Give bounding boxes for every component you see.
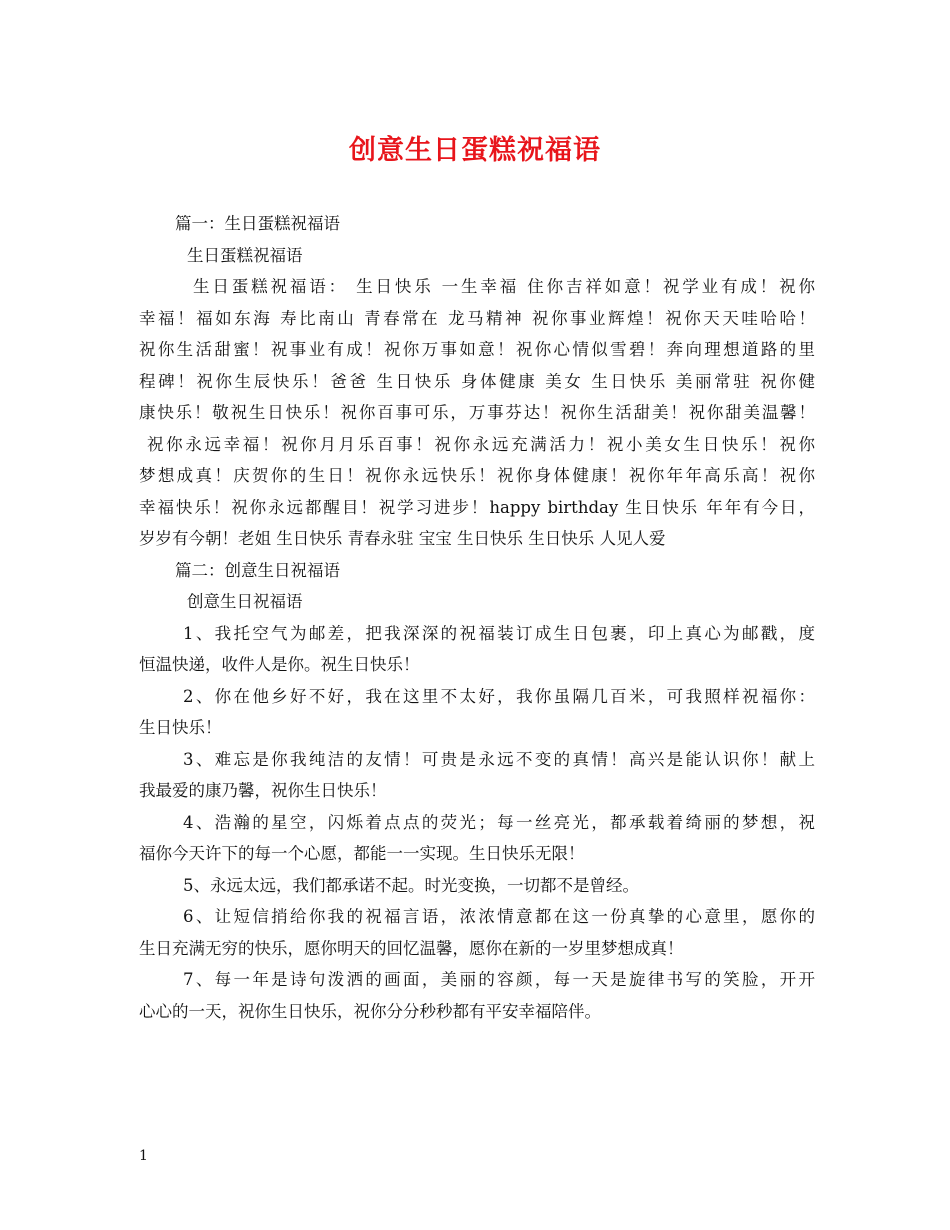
wish-item-6-rest: 生日充满无穷的快乐，愿你明天的回忆温馨，愿你在新的一岁里梦想成真！ xyxy=(139,938,684,958)
wish-item-2-first-line: 2、你在他乡好不好，我在这里不太好，我你虽隔几百米，可我照样祝福你： xyxy=(183,686,815,706)
wish-item-6-first-line: 6、让短信捎给你我的祝福言语，浓浓情意都在这一份真挚的心意里，愿你的 xyxy=(183,907,815,926)
wish-item-4-rest: 福你今天许下的每一个心愿，都能一一实现。生日快乐无限！ xyxy=(139,844,585,863)
section1-line-5: 康快乐！敬祝生日快乐！祝你百事可乐，万事芬达！祝你生活甜美！祝你甜美温馨！ xyxy=(139,403,815,422)
wish-item-7-first-line: 7、每一年是诗句泼洒的画面，美丽的容颜，每一天是旋律书写的笑脸，开开 xyxy=(183,970,815,989)
section1-subheading: 生日蛋糕祝福语 xyxy=(187,245,303,265)
wish-item-5-line: 5、永远太远，我们都承诺不起。时光变换，一切都不是曾经。 xyxy=(183,875,639,895)
wish-item-4-first-line: 4、浩瀚的星空，闪烁着点点的荧光；每一丝亮光，都承载着绮丽的梦想，祝 xyxy=(183,812,815,832)
document-title: 创意生日蛋糕祝福语 xyxy=(349,135,601,166)
section1-line-4: 程碑！祝你生辰快乐！爸爸 生日快乐 身体健康 美女 生日快乐 美丽常驻 祝你健 xyxy=(139,371,815,391)
section1-heading: 篇一：生日蛋糕祝福语 xyxy=(175,214,340,233)
section2-heading: 篇二：创意生日祝福语 xyxy=(175,560,340,580)
wish-item-7-rest: 心心的一天，祝你生日快乐，祝你分分秒秒都有平安幸福陪伴。 xyxy=(139,1001,601,1021)
wish-item-3-first-line: 3、难忘是你我纯洁的友情！可贵是永远不变的真情！高兴是能认识你！献上 xyxy=(183,749,815,769)
section1-line-2: 幸福！福如东海 寿比南山 青春常在 龙马精神 祝你事业辉煌！祝你天天哇哈哈！ xyxy=(139,308,815,328)
section1-line-8: 幸福快乐！祝你永远都醒目！祝学习进步！happy birthday 生日快乐 年年有今日， xyxy=(139,497,815,517)
section1-line-3: 祝你生活甜蜜！祝事业有成！祝你万事如意！祝你心情似雪碧！奔向理想道路的里 xyxy=(139,340,815,359)
wish-item-1-rest: 恒温快递，收件人是你。祝生日快乐！ xyxy=(139,655,420,674)
section1-line-6: 祝你永远幸福！祝你月月乐百事！祝你永远充满活力！祝小美女生日快乐！祝你 xyxy=(147,434,815,454)
wish-item-1-first-line: 1、我托空气为邮差，把我深深的祝福装订成生日包裹，印上真心为邮戳，度 xyxy=(183,623,815,643)
wish-item-2-rest: 生日快乐！ xyxy=(139,718,222,737)
section1-line-1: 生日蛋糕祝福语： 生日快乐 一生幸福 住你吉祥如意！祝学业有成！祝你 xyxy=(193,277,815,296)
section2-subheading: 创意生日祝福语 xyxy=(187,592,303,611)
section1-line-9: 岁岁有今朝！老姐 生日快乐 青春永驻 宝宝 生日快乐 生日快乐 人见人爱 xyxy=(139,529,666,548)
document-body xyxy=(139,208,815,1027)
section1-line-7: 梦想成真！庆贺你的生日！祝你永远快乐！祝你身体健康！祝你年年高乐高！祝你 xyxy=(139,466,815,485)
page-number: 1 xyxy=(139,1148,148,1164)
wish-item-3-rest: 我最爱的康乃馨，祝你生日快乐！ xyxy=(139,781,387,800)
